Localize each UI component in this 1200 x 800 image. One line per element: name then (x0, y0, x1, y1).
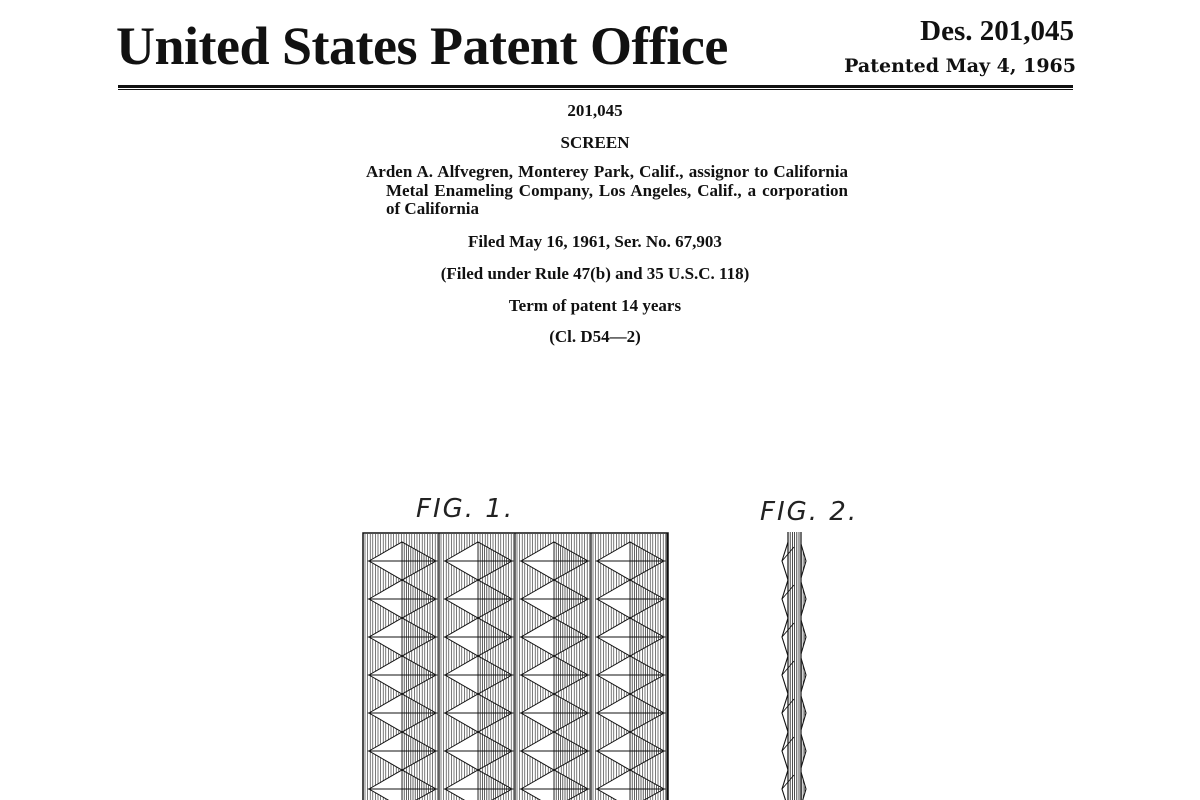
fig2-tooth (782, 694, 806, 732)
fig2-tooth (782, 656, 806, 694)
fig2-side-profile-drawing (772, 532, 812, 800)
fig1-diamond (521, 731, 588, 771)
inventor-assignment: Arden A. Alfvegren, Monterey Park, Calif., assignor to California Metal Enameling Company, Los Angeles, Calif., a corporation of California (366, 162, 848, 218)
rule-info: (Filed under Rule 47(b) and 35 U.S.C. 118) (440, 264, 750, 283)
fig1-diamond (369, 617, 436, 657)
fig1-screen-drawing (362, 532, 670, 800)
fig1-diamond (445, 541, 512, 581)
patent-number: Des. 201,045 (920, 15, 1074, 47)
fig1-diamond (369, 579, 436, 619)
fig2-tooth (782, 618, 806, 656)
fig1-diamond (597, 541, 664, 581)
patent-date: Patented May 4, 1965 (844, 55, 1076, 77)
fig2-tooth (782, 770, 806, 800)
patent-id: 201,045 (567, 101, 623, 120)
fig1-diamond (445, 693, 512, 733)
fig1-diamond (369, 731, 436, 771)
fig1-column (365, 533, 439, 800)
patent-term: Term of patent 14 years (508, 296, 682, 315)
fig1-diamond (521, 693, 588, 733)
fig1-diamond (597, 769, 664, 800)
fig1-diamond (597, 693, 664, 733)
patent-class: (Cl. D54—2) (549, 327, 641, 346)
fig1-diamond (445, 731, 512, 771)
fig1-diamond (521, 655, 588, 695)
header-rule (118, 85, 1073, 90)
fig1-diamond (521, 579, 588, 619)
fig1-diamond (369, 655, 436, 695)
fig1-diamond (597, 731, 664, 771)
fig2-tooth (782, 542, 806, 580)
fig2-profile (782, 532, 806, 800)
fig1-diamond (369, 541, 436, 581)
fig1-column (441, 533, 515, 800)
fig1-diamond (445, 579, 512, 619)
fig1-label: FIG. 1. (416, 494, 515, 524)
fig1-column (517, 533, 591, 800)
fig2-tooth (782, 580, 806, 618)
filing-info: Filed May 16, 1961, Ser. No. 67,903 (468, 232, 722, 251)
patent-title: SCREEN (560, 133, 630, 152)
fig1-diamond (445, 617, 512, 657)
fig2-tooth (782, 732, 806, 770)
fig1-diamond (445, 655, 512, 695)
fig1-diamond (597, 655, 664, 695)
fig1-column (593, 533, 667, 800)
fig1-diamond (521, 541, 588, 581)
fig1-diamond (521, 769, 588, 800)
fig1-diamond (597, 579, 664, 619)
fig2-label: FIG. 2. (760, 497, 859, 527)
fig1-diamond (521, 617, 588, 657)
fig1-diamond (597, 617, 664, 657)
patent-office-title: United States Patent Office (116, 16, 728, 76)
fig1-diamond (445, 769, 512, 800)
fig1-diamond (369, 769, 436, 800)
fig1-diamond (369, 693, 436, 733)
